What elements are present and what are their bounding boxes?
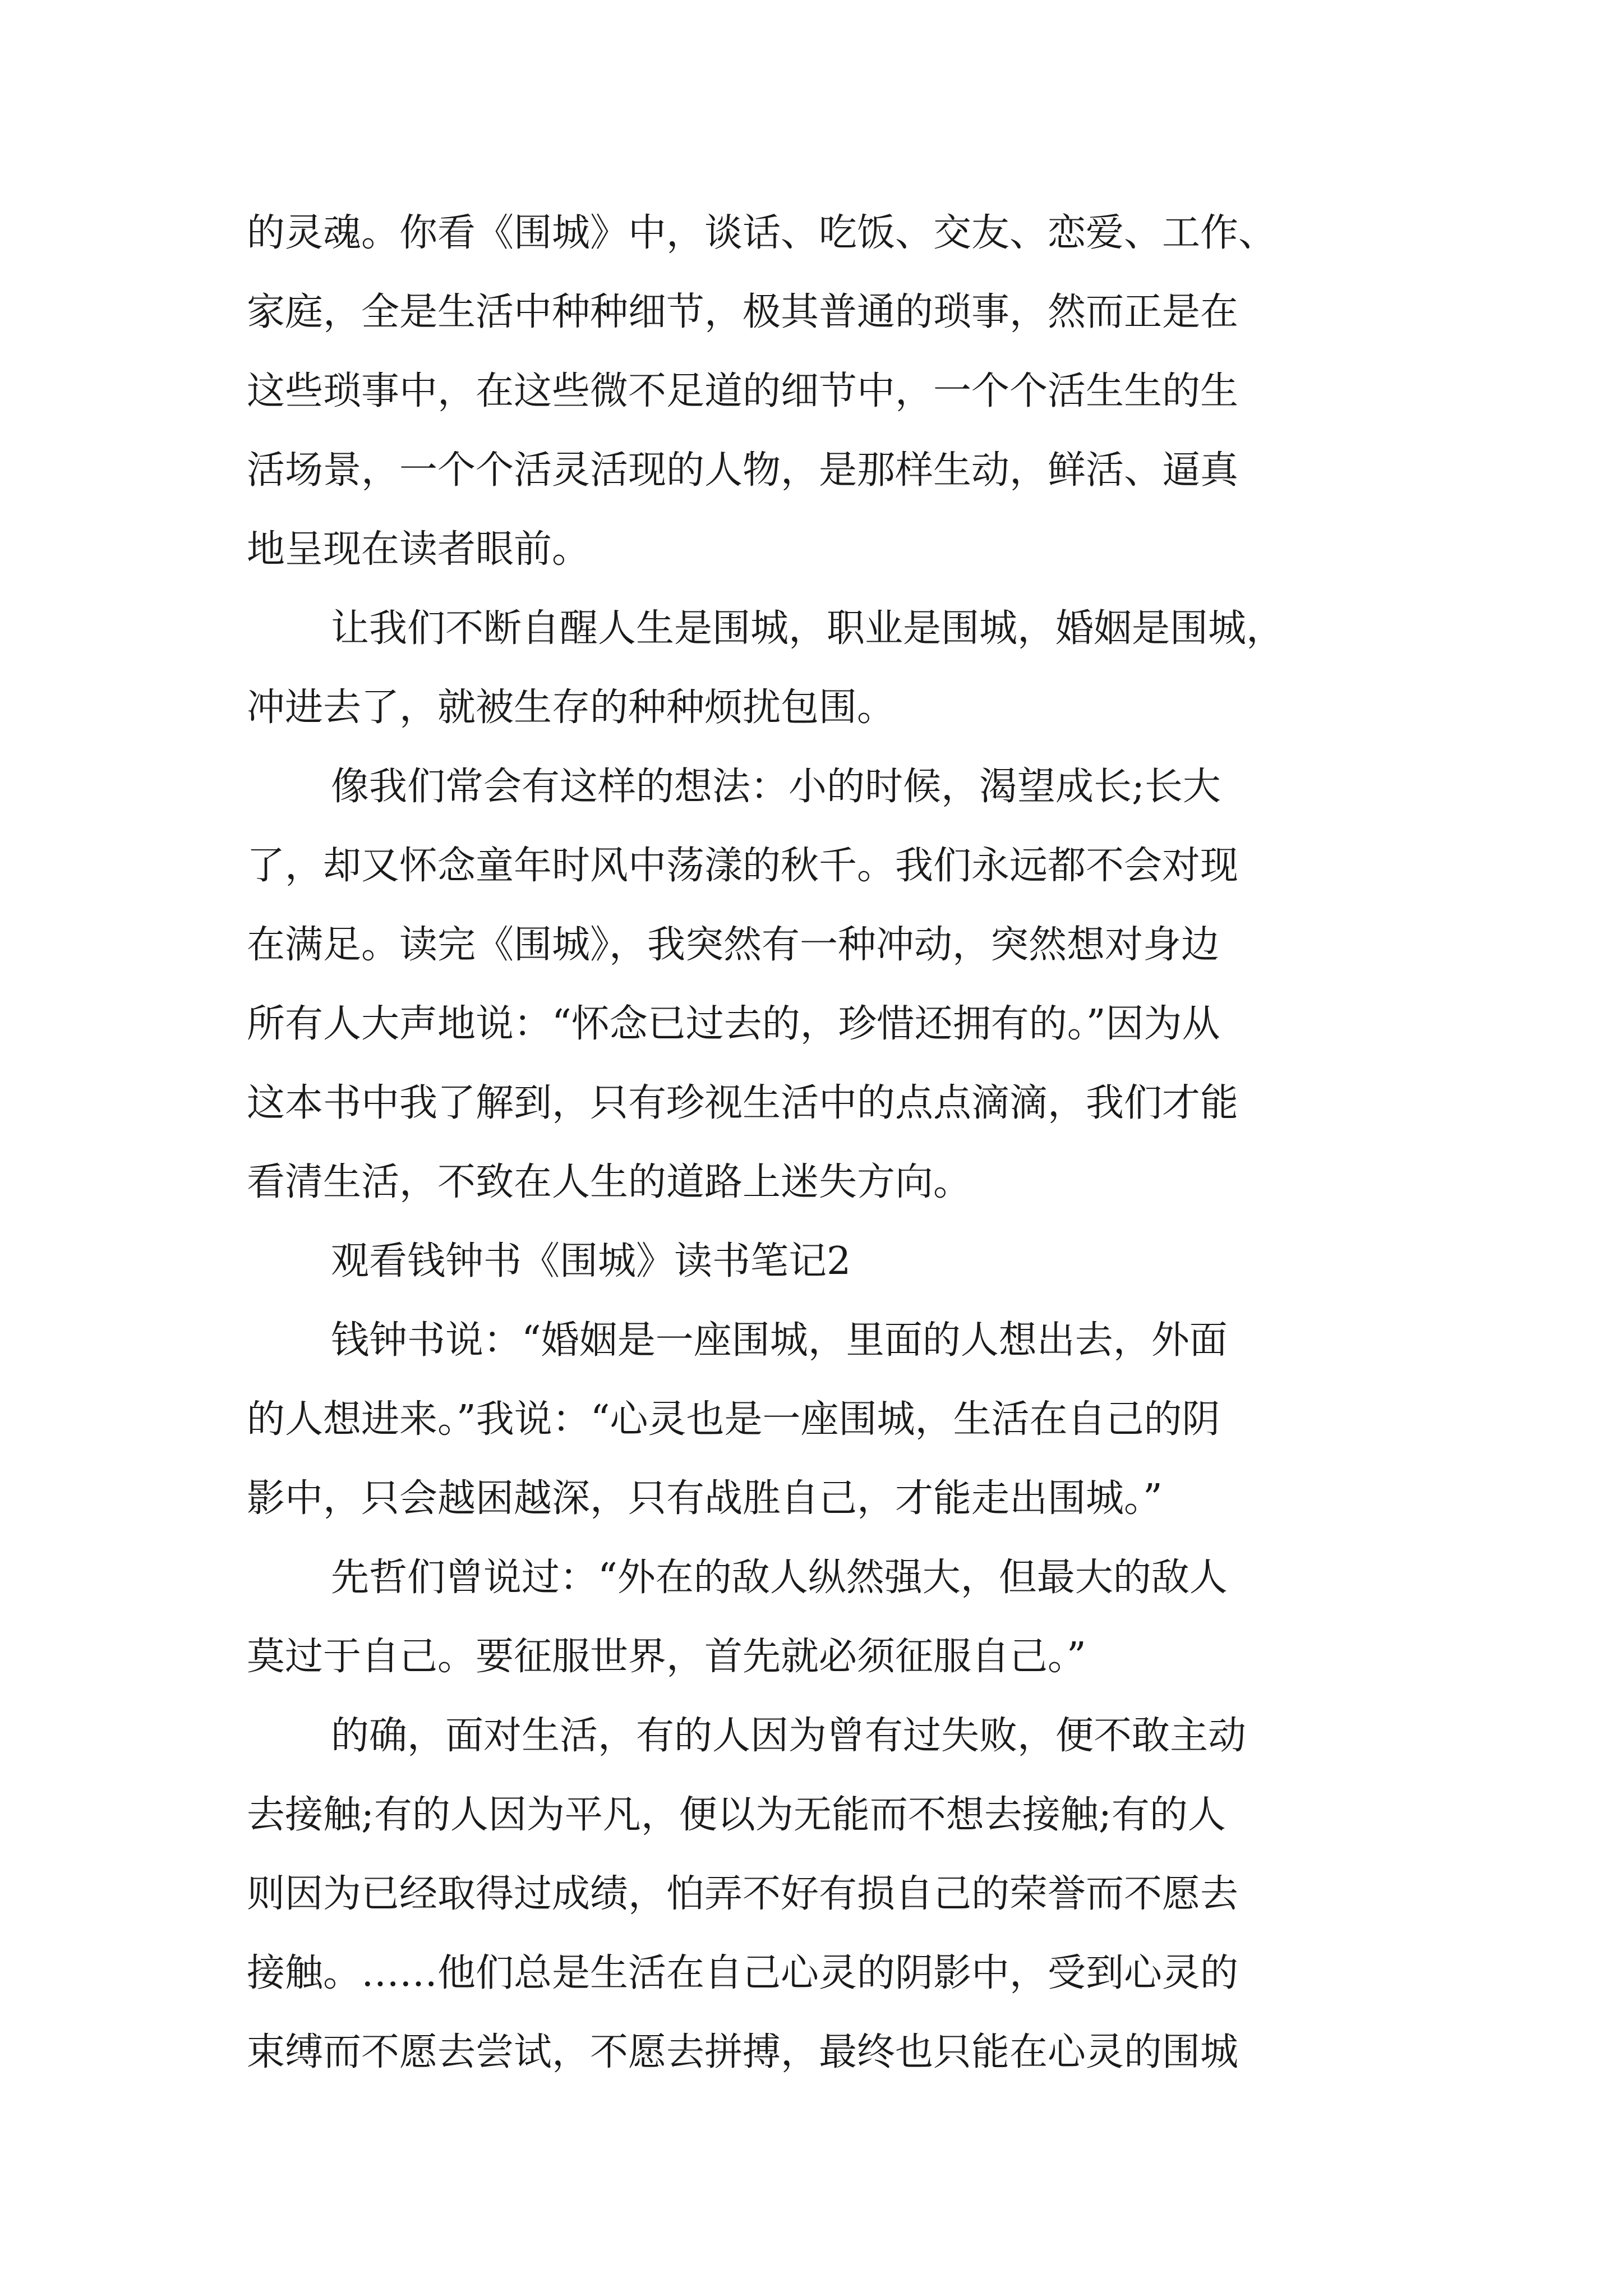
text-line: 这本书中我了解到，只有珍视生活中的点点滴滴，我们才能 — [247, 1081, 1239, 1125]
text-line: 地呈现在读者眼前。 — [247, 527, 591, 572]
text-line: 影中，只会越困越深，只有战胜自己，才能走出围城。” — [247, 1476, 1163, 1521]
text-line: 所有人大声地说：“怀念已过去的，珍惜还拥有的。”因为从 — [247, 1002, 1220, 1046]
text-line: 的人想进来。”我说：“心灵也是一座围城，生活在自己的阴 — [247, 1397, 1220, 1442]
text-line: 看清生活，不致在人生的道路上迷失方向。 — [247, 1160, 972, 1204]
text-line: 接触。……他们总是生活在自己心灵的阴影中，受到心灵的 — [247, 1951, 1239, 1995]
text-line: 莫过于自己。要征服世界，首先就必须征服自己。” — [247, 1635, 1086, 1679]
text-line: 活场景，一个个活灵活现的人物，是那样生动，鲜活、逼真 — [247, 448, 1239, 493]
text-line: 的灵魂。你看《围城》中，谈话、吃饭、交友、恋爱、工作、 — [247, 211, 1277, 255]
text-line: 钱钟书说：“婚姻是一座围城，里面的人想出去，外面 — [331, 1318, 1228, 1363]
text-line: 在满足。读完《围城》，我突然有一种冲动，突然想对身边 — [247, 923, 1220, 967]
text-line: 冲进去了，就被生存的种种烦扰包围。 — [247, 685, 896, 730]
text-line: 先哲们曾说过：“外在的敌人纵然强大，但最大的敌人 — [331, 1556, 1228, 1600]
text-line: 这些琐事中，在这些微不足道的细节中，一个个活生生的生 — [247, 369, 1239, 413]
text-line: 家庭，全是生活中种种细节，极其普通的琐事，然而正是在 — [247, 290, 1239, 334]
text-line: 了，却又怀念童年时风中荡漾的秋千。我们永远都不会对现 — [247, 844, 1239, 888]
text-line: 让我们不断自醒人生是围城，职业是围城，婚姻是围城， — [331, 606, 1285, 651]
text-line: 的确，面对生活，有的人因为曾有过失败，便不敢主动 — [331, 1714, 1247, 1758]
text-line: 去接触;有的人因为平凡，便以为无能而不想去接触;有的人 — [247, 1793, 1226, 1837]
text-line: 则因为已经取得过成绩，怕弄不好有损自己的荣誉而不愿去 — [247, 1872, 1239, 1916]
text-line: 束缚而不愿去尝试，不愿去拼搏，最终也只能在心灵的围城 — [247, 2030, 1239, 2074]
text-line: 像我们常会有这样的想法：小的时候，渴望成长;长大 — [331, 765, 1221, 809]
document-body — [247, 194, 1436, 2092]
section-heading: 观看钱钟书《围城》读书笔记2 — [331, 1239, 851, 1283]
